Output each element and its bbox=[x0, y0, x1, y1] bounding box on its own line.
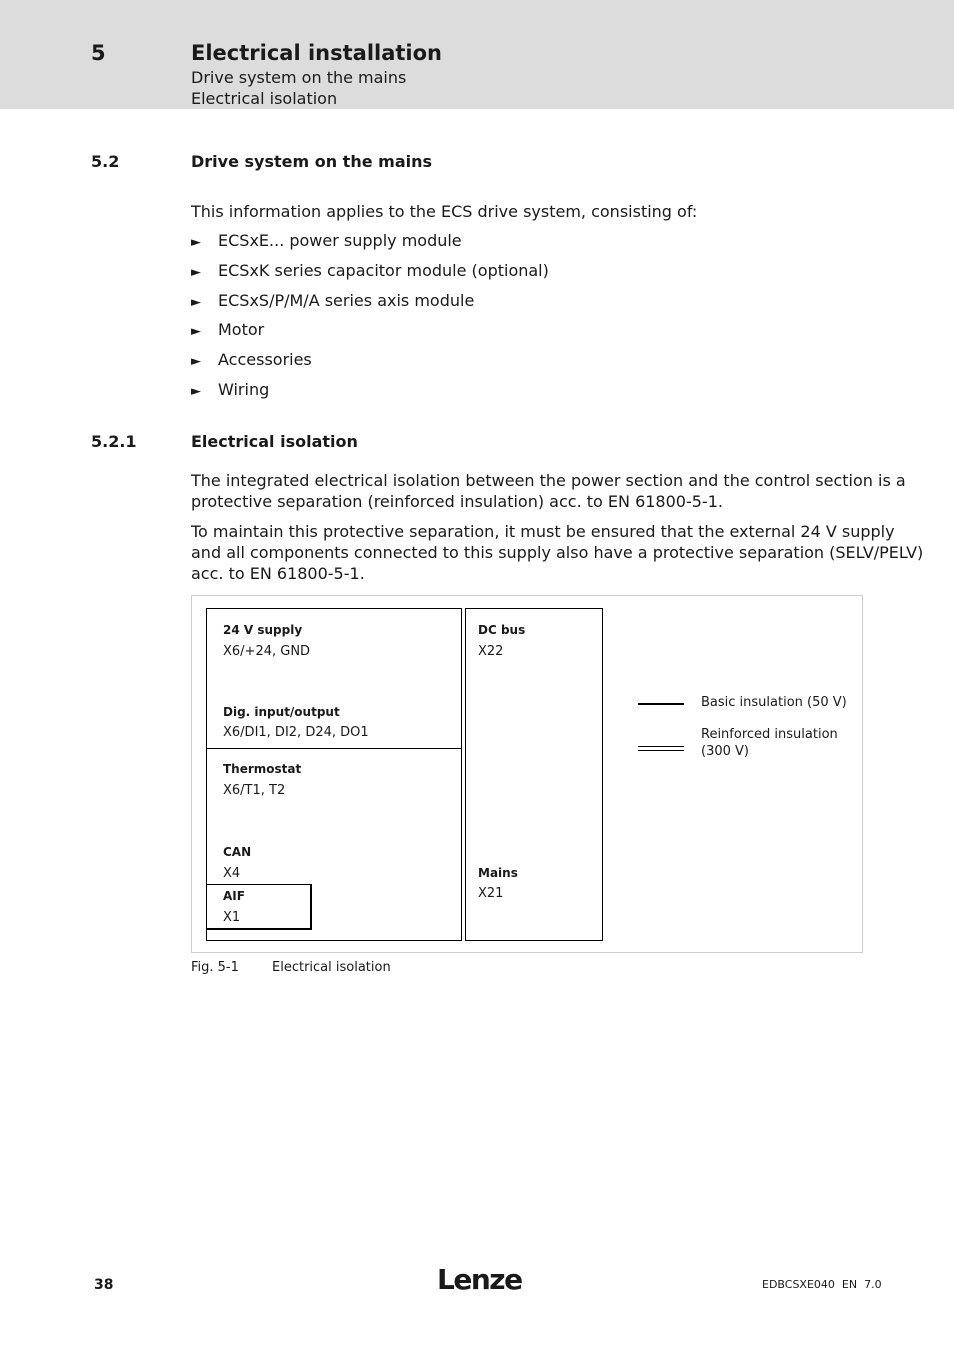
reinforced-insulation-line-b bbox=[465, 608, 466, 941]
aif-box-top-line bbox=[206, 884, 312, 885]
aif-terminals: X1 bbox=[223, 910, 241, 925]
control-box-left-line bbox=[206, 608, 207, 940]
mains-title: Mains bbox=[478, 866, 518, 880]
bullet-arrow-icon: ► bbox=[191, 354, 201, 369]
dio-title: Dig. input/output bbox=[223, 705, 340, 719]
figure-caption-text: Electrical isolation bbox=[272, 960, 391, 975]
lenze-logo: Lenze bbox=[437, 1263, 522, 1296]
header-subtitle-2: Electrical isolation bbox=[191, 89, 338, 108]
list-item: ► ECSxE... power supply module bbox=[191, 231, 462, 250]
section-5-2-1-title: Electrical isolation bbox=[191, 432, 358, 451]
dcbus-title: DC bus bbox=[478, 623, 526, 637]
bullet-arrow-icon: ► bbox=[191, 235, 201, 250]
figure-caption-number: Fig. 5-1 bbox=[191, 960, 239, 975]
power-box-bottom-line bbox=[465, 940, 603, 941]
chapter-title: Electrical installation bbox=[191, 41, 442, 65]
list-item: ► Accessories bbox=[191, 350, 312, 369]
thermostat-title: Thermostat bbox=[223, 762, 302, 776]
mains-terminals: X21 bbox=[478, 886, 504, 901]
dio-terminals: X6/DI1, DI2, D24, DO1 bbox=[223, 725, 369, 740]
power-box-top-line bbox=[465, 608, 603, 609]
paragraph-1-line-1: The integrated electrical isolation between the power section and the control section is a bbox=[191, 471, 906, 490]
aif-box-right-line bbox=[310, 884, 312, 930]
legend-reinforced-label-2: (300 V) bbox=[701, 744, 749, 759]
supply-title: 24 V supply bbox=[223, 623, 303, 637]
supply-terminals: X6/+24, GND bbox=[223, 644, 311, 659]
control-box-bottom-line bbox=[206, 940, 462, 941]
section-5-2-title: Drive system on the mains bbox=[191, 152, 433, 171]
header-subtitle-1: Drive system on the mains bbox=[191, 68, 407, 87]
aif-box-bottom-line bbox=[206, 928, 312, 930]
thermostat-terminals: X6/T1, T2 bbox=[223, 783, 286, 798]
power-box-right-line bbox=[602, 608, 603, 941]
section-5-2-number: 5.2 bbox=[91, 152, 120, 171]
bullet-arrow-icon: ► bbox=[191, 384, 201, 399]
document-code: EDBCSXE040 EN 7.0 bbox=[762, 1278, 882, 1291]
chapter-number: 5 bbox=[91, 41, 106, 65]
bullet-arrow-icon: ► bbox=[191, 295, 201, 310]
legend-reinforced-line-b bbox=[638, 750, 684, 751]
can-terminals: X4 bbox=[223, 866, 241, 881]
control-box-top-line bbox=[206, 608, 462, 609]
list-item: ► ECSxK series capacitor module (optional) bbox=[191, 261, 549, 280]
paragraph-2-line-3: acc. to EN 61800-5-1. bbox=[191, 564, 365, 583]
header-band bbox=[0, 0, 954, 109]
legend-reinforced-label-1: Reinforced insulation bbox=[701, 727, 838, 742]
bullet-arrow-icon: ► bbox=[191, 324, 201, 339]
list-item: ► Motor bbox=[191, 320, 265, 339]
list-item: ► ECSxS/P/M/A series axis module bbox=[191, 291, 475, 310]
reinforced-insulation-line-a bbox=[461, 608, 462, 941]
control-box-divider-line bbox=[206, 748, 462, 749]
paragraph-2-line-2: and all components connected to this supply also have a protective separation (SELV/PELV) bbox=[191, 543, 924, 562]
bullet-arrow-icon: ► bbox=[191, 265, 201, 280]
legend-basic-line bbox=[638, 703, 684, 705]
can-title: CAN bbox=[223, 845, 252, 859]
legend-basic-label: Basic insulation (50 V) bbox=[701, 695, 847, 710]
aif-title: AIF bbox=[223, 889, 245, 903]
page-number: 38 bbox=[94, 1277, 114, 1293]
list-item: ► Wiring bbox=[191, 380, 270, 399]
paragraph-2-line-1: To maintain this protective separation, it must be ensured that the external 24 V supply bbox=[191, 522, 895, 541]
legend-reinforced-line-a bbox=[638, 746, 684, 747]
section-5-2-intro: This information applies to the ECS drive system, consisting of: bbox=[191, 202, 698, 221]
dcbus-terminals: X22 bbox=[478, 644, 504, 659]
paragraph-1-line-2: protective separation (reinforced insulation) acc. to EN 61800-5-1. bbox=[191, 492, 723, 511]
section-5-2-1-number: 5.2.1 bbox=[91, 432, 137, 451]
